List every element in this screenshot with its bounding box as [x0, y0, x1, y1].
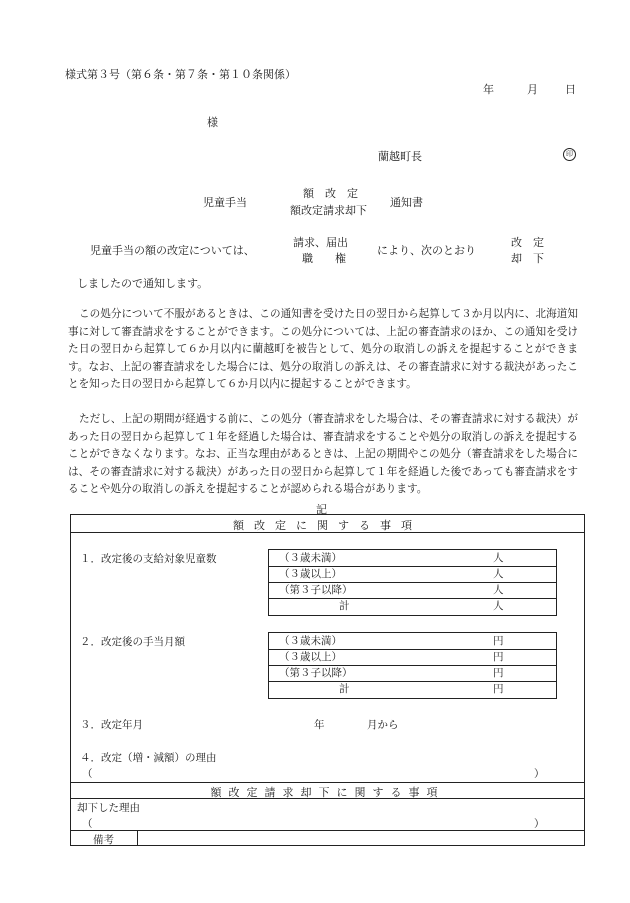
- item1-label: １．改定後の支給対象児童数: [80, 553, 217, 565]
- divider: [70, 830, 585, 831]
- date-month-label: 月: [527, 83, 538, 96]
- title-option-bottom: 額改定請求却下: [290, 204, 367, 217]
- item3-label: ３．改定年月: [80, 719, 143, 731]
- seal-icon: 印: [563, 148, 576, 161]
- rejection-paren-open: （: [82, 818, 93, 830]
- intro-option-bottom: 職 権: [302, 252, 346, 265]
- intro-option-top: 請求、届出: [293, 236, 348, 249]
- remarks-label: 備考: [93, 834, 114, 846]
- addressee-suffix: 様: [207, 116, 218, 129]
- divider: [137, 830, 138, 846]
- table-row-total: 計 円: [339, 683, 504, 695]
- divider: [70, 532, 585, 533]
- item4-label: ４．改定（増・減額）の理由: [80, 752, 217, 764]
- notice-paragraph-1: この処分について不服があるときは、この通知書を受けた日の翌日から起算して３か月以内に、北海道知事に対して審査請求をすることができます。この処分については、上記の審査請求のほか、この通知を受けた日の翌日から起算して６か月以内に蘭越町を被告として、処分の取消しの訴えを提起することができます。なお、上記の審査請求をした場合には、処分の取消しの訴えは、その審査請求に対する裁決があったことを知った日の翌日から起算して６か月以内に提起することができます。: [68, 308, 578, 390]
- rejection-paren-close: ）: [534, 818, 545, 830]
- form-number: 様式第３号（第６条・第７条・第１０条関係）: [65, 68, 296, 81]
- date-day-label: 日: [565, 83, 576, 96]
- item2-label: ２．改定後の手当月額: [80, 636, 185, 648]
- date-year-label: 年: [483, 83, 494, 96]
- item4-paren-open: （: [82, 768, 93, 780]
- title-option-top: 額 改 定: [303, 187, 358, 200]
- notice-paragraph-2: ただし、上記の期間が経過する前に、この処分（審査請求をした場合は、その審査請求に対する裁決）があった日の翌日から起算して１年を経過した場合は、審査請求をすることや処分の取消しの訴えを提起することができなくなります。なお、正当な理由があるときは、上記の期間やこの処分（審査請求をした場合には、その審査請求に対する裁決）があった日の翌日から起算して１年を経過した後であっても審査請求をすることや処分の取消しの訴えを提起することが認められる場合があります。: [68, 413, 578, 495]
- table-row: （３歳以上） 人: [269, 566, 556, 583]
- item4-paren-close: ）: [534, 768, 545, 780]
- intro-middle: により、次のとおり: [377, 244, 476, 257]
- divider: [70, 798, 585, 799]
- section1-title: 額改定に関する事項: [233, 519, 422, 532]
- rejection-reason-label: 却下した理由: [77, 802, 140, 814]
- item3-year: 年: [314, 719, 325, 731]
- table-row: （第３子以降） 円: [269, 665, 556, 682]
- divider: [70, 782, 585, 783]
- title-right: 通知書: [390, 196, 423, 209]
- intro-continuation: しましたので通知します。: [77, 277, 209, 290]
- table-row: （３歳以上） 円: [269, 649, 556, 666]
- allowance-table: [268, 632, 557, 699]
- intro-end-bottom: 却 下: [511, 252, 544, 265]
- table-row-total: 計 人: [339, 600, 504, 612]
- section2-title: 額改定請求却下に関する事項: [210, 786, 445, 799]
- title-left: 児童手当: [203, 196, 247, 209]
- intro-start: 児童手当の額の改定については、: [90, 244, 255, 257]
- child-count-table: [268, 549, 557, 616]
- ki-label: 記: [316, 503, 327, 516]
- item3-month: 月から: [367, 719, 399, 731]
- table-row: （３歳未満） 人: [269, 550, 556, 567]
- table-row: （第３子以降） 人: [269, 582, 556, 599]
- issuer-name: 蘭越町長: [378, 150, 422, 163]
- intro-end-top: 改 定: [511, 236, 544, 249]
- table-row: （３歳未満） 円: [269, 633, 556, 650]
